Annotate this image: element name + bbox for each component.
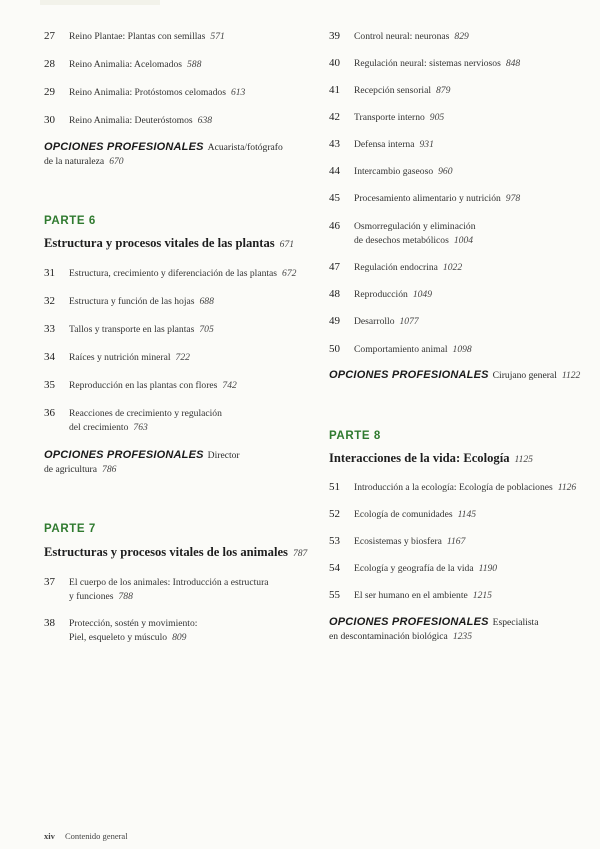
part-7-title[interactable]: Estructuras y procesos vitales de los animales 787	[44, 545, 308, 559]
entry-page: 588	[186, 59, 202, 70]
footer-page-number: xiv	[44, 831, 55, 841]
careers-block-2[interactable]: OPCIONES PROFESIONALES Director de agricultura 786	[44, 449, 240, 475]
entry-page: 613	[230, 87, 246, 98]
page-footer	[44, 831, 128, 841]
part-8-title[interactable]: Interacciones de la vida: Ecología 1125	[329, 451, 533, 465]
careers-block-4[interactable]: OPCIONES PROFESIONALES Especialista en descontaminación biológica 1235	[329, 616, 539, 642]
careers-label: OPCIONES PROFESIONALES	[44, 141, 204, 153]
entry-page: 638	[197, 115, 213, 126]
entry-title: Reino Animalia: Deuteróstomos	[69, 115, 193, 126]
part-8-label: PARTE 8	[329, 430, 381, 442]
entry-page: 571	[210, 31, 225, 42]
careers-block-3[interactable]: OPCIONES PROFESIONALES Cirujano general 1122	[329, 369, 581, 381]
part-6-title[interactable]: Estructura y procesos vitales de las plantas 671	[44, 236, 295, 250]
careers-block-1[interactable]: OPCIONES PROFESIONALES Acuarista/fotógrafo de la naturaleza 670	[44, 141, 283, 167]
top-decorative-strip	[40, 0, 160, 5]
part-7-label: PARTE 7	[44, 523, 96, 535]
entry-title: Reino Animalia: Protóstomos celomados	[69, 87, 226, 98]
entry-title: Reino Plantae: Plantas con semillas	[69, 31, 206, 42]
entry-title: Reino Animalia: Acelomados	[69, 59, 182, 70]
part-6-label: PARTE 6	[44, 215, 96, 227]
footer-text: Contenido general	[65, 831, 128, 841]
